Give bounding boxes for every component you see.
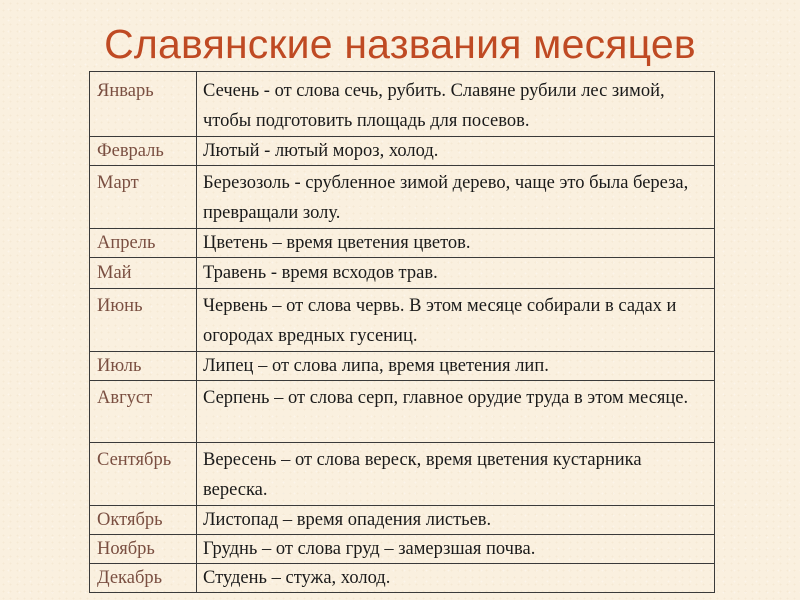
table-row <box>90 564 715 593</box>
month-cell: Май <box>90 258 197 289</box>
description-cell: Цветень – время цветения цветов. <box>197 229 715 258</box>
table-row <box>90 352 715 381</box>
table-row <box>90 381 715 443</box>
months-table <box>89 71 715 593</box>
description-cell: Студень – стужа, холод. <box>197 564 715 593</box>
table-row <box>90 166 715 229</box>
month-cell: Август <box>90 381 197 443</box>
description-cell: Лютый - лютый мороз, холод. <box>197 137 715 166</box>
month-cell: Июль <box>90 352 197 381</box>
month-cell: Апрель <box>90 229 197 258</box>
month-cell: Февраль <box>90 137 197 166</box>
month-cell: Март <box>90 166 197 229</box>
description-cell: Травень - время всходов трав. <box>197 258 715 289</box>
table-row <box>90 289 715 352</box>
month-cell: Ноябрь <box>90 535 197 564</box>
description-cell: Червень – от слова червь. В этом месяце собирали в садах и огородах вредных гусениц. <box>197 289 715 352</box>
description-cell: Сечень - от слова сечь, рубить. Славяне рубили лес зимой, чтобы подготовить площадь для посевов. <box>197 72 715 137</box>
month-cell: Июнь <box>90 289 197 352</box>
table-row <box>90 229 715 258</box>
description-cell: Липец – от слова липа, время цветения лип. <box>197 352 715 381</box>
month-cell: Октябрь <box>90 506 197 535</box>
description-cell: Груднь – от слова груд – замерзшая почва. <box>197 535 715 564</box>
table-row <box>90 72 715 137</box>
table-row <box>90 535 715 564</box>
table-row <box>90 443 715 506</box>
table-row <box>90 258 715 289</box>
description-cell: Серпень – от слова серп, главное орудие труда в этом месяце. <box>197 381 715 443</box>
description-cell: Листопад – время опадения листьев. <box>197 506 715 535</box>
description-cell: Березозоль - срубленное зимой дерево, чаще это была береза, превращали золу. <box>197 166 715 229</box>
table-row <box>90 506 715 535</box>
month-cell: Сентябрь <box>90 443 197 506</box>
description-cell: Вересень – от слова вереск, время цветения кустарника вереска. <box>197 443 715 506</box>
month-cell: Декабрь <box>90 564 197 593</box>
table-row <box>90 137 715 166</box>
page-title: Славянские названия месяцев <box>104 21 696 67</box>
month-cell: Январь <box>90 72 197 137</box>
